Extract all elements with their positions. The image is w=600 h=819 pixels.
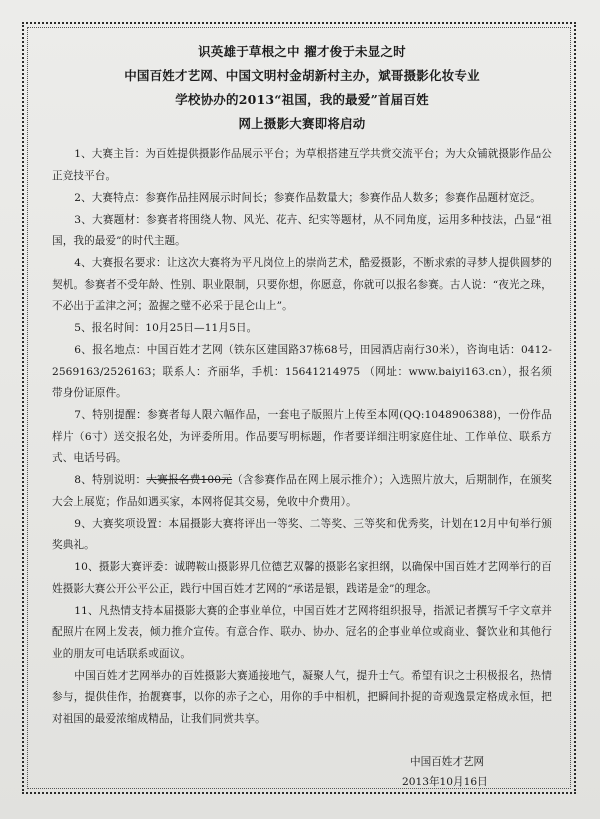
item-special-reminder: 7、特别提醒：参赛者每人限六幅作品，一套电子版照片上传至本网(QQ:1048906388)，一份作品样片（6寸）送交报名处，为评委所用。作品要写明标题，作者要详细注明家庭住址、工作单位、联系方式、电话号码。 [52, 409, 552, 464]
item-features: 2、大赛特点：参赛作品挂网展示时间长；参赛作品数量大；参赛作品人数多；参赛作品题材宽泛。 [74, 191, 541, 204]
headline [52, 40, 552, 136]
item-special-note-rest: （含参赛作品在网上展示推介）；入选照片放大，后期制作，在颁奖大会上展览；作品如遇买家，本网将促其交易，免收中介费用）。 [52, 474, 552, 508]
item-special-note-struck: 大赛报名费100元 [146, 474, 233, 486]
headline-line-3: 学校协办的2013“祖国，我的最爱”首届百姓 [175, 92, 429, 107]
item-purpose: 1、大赛主旨：为百姓提供摄影作品展示平台；为草根搭建互学共赏交流平台；为大众铺就摄影作品公正竞技平台。 [52, 148, 552, 182]
headline-line-4: 网上摄影大赛即将启动 [238, 116, 366, 131]
item-registration-place: 6、报名地点：中国百姓才艺网（铁东区建国路37栋68号，田园酒店南行30米），咨询电话：0412-2569163/2526163；联系人：齐丽华，手机：15641214975 （网址：www.baiyi163.cn），报名须带身份证原件。 [52, 344, 552, 399]
notice-body [52, 40, 552, 731]
item-registration-time: 5、报名时间：10月25日—11月5日。 [74, 322, 258, 334]
closing-paragraph: 中国百姓才艺网举办的百姓摄影大赛通接地气，凝聚人气，提升士气。希望有识之士积极报名，热情参与，提供佳作，抬靓赛事，以你的赤子之心，用你的手中相机，把瞬间扑捉的奇观逸景定格成永恒，把对祖国的最爱浓缩成精品，让我们同赏共享。 [52, 669, 552, 725]
headline-line-1: 识英雄于草根之中 擢才俊于未显之时 [198, 44, 406, 59]
item-themes: 3、大赛题材：参赛者将围绕人物、风光、花卉、纪实等题材，从不同角度，运用多种技法，凸显“祖国，我的最爱”的时代主题。 [52, 213, 552, 247]
signature-org: 中国百姓才艺网 [410, 756, 485, 768]
signature-block [380, 752, 580, 792]
item-awards: 9、大赛奖项设置：本届摄影大赛将评出一等奖、二等奖、三等奖和优秀奖，计划在12月中旬举行颁奖典礼。 [52, 517, 552, 551]
signature-date: 2013年10月16日 [402, 776, 488, 788]
item-judges: 10、摄影大赛评委：诚聘鞍山摄影界几位德艺双馨的摄影名家担纲，以确保中国百姓才艺网举行的百姓摄影大赛公开公平公正，践行中国百姓才艺网的“承诺是银，践诺是金”的理念。 [52, 561, 552, 595]
item-requirements: 4、大赛报名要求：让这次大赛将为平凡岗位上的崇尚艺术，酷爱摄影，不断求索的寻梦人提供圆梦的契机。参赛者不受年龄、性别、职业限制，只要你想，你愿意，你就可以报名参赛。古人说：“夜光之珠，不必出于孟津之河；盈握之璧不必采于昆仑山上”。 [52, 257, 552, 312]
headline-line-2: 中国百姓才艺网、中国文明村金胡新村主办，斌哥摄影化妆专业 [124, 68, 480, 83]
item-special-note-prefix: 8、特别说明： [74, 474, 147, 486]
item-sponsors: 11、凡热情支持本届摄影大赛的企事业单位，中国百姓才艺网将组织报导，指派记者撰写千字文章并配照片在网上发表，倾力推介宣传。有意合作、联办、协办、冠名的企事业单位或商业、餐饮业和其他行业的朋友可电话联系或面议。 [52, 604, 552, 660]
item-special-note [52, 470, 552, 513]
